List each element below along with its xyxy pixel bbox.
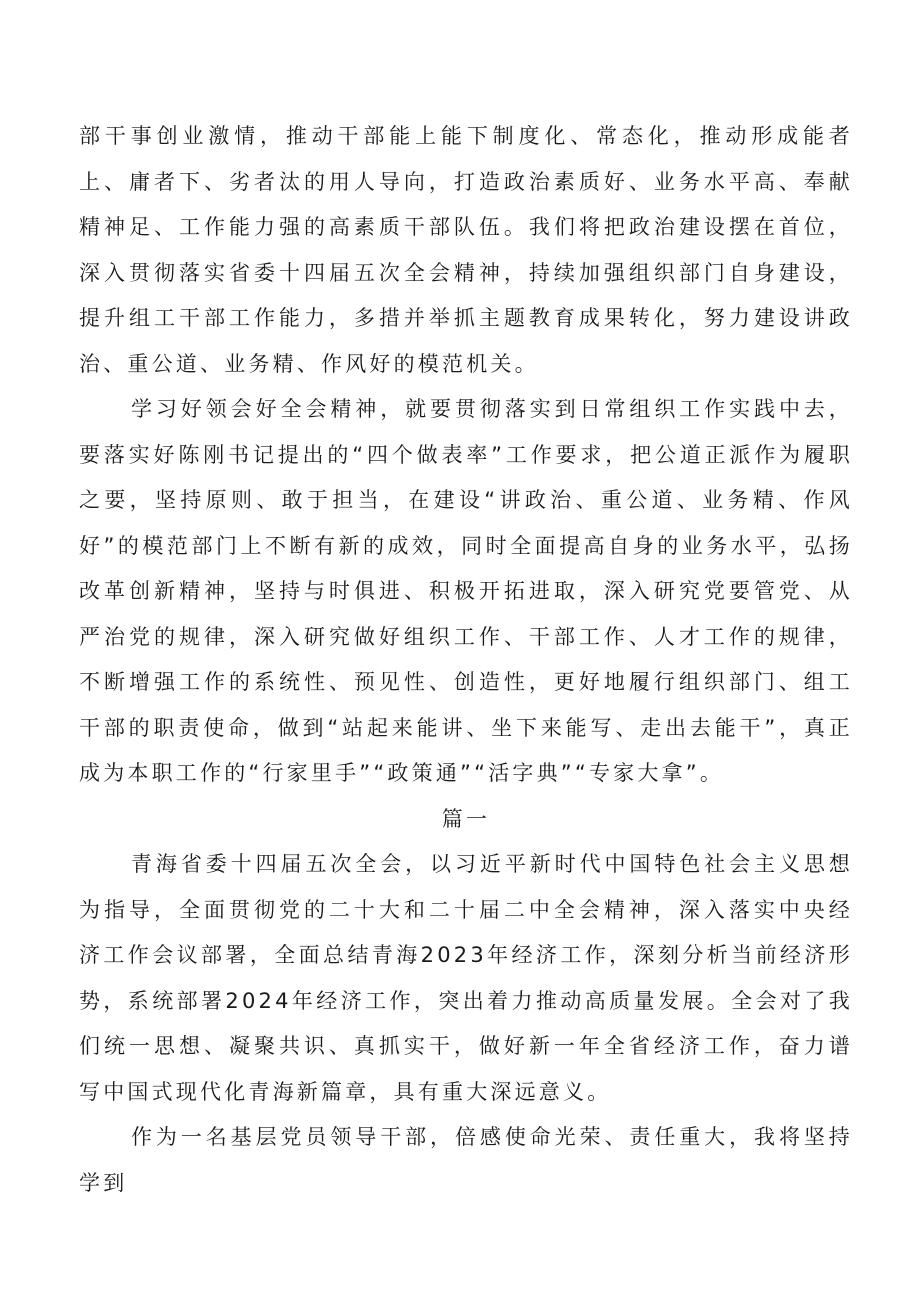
document-page: [79, 114, 853, 1206]
paragraph-study-spirit: 学习好领会好全会精神，就要贯彻落实到日常组织工作实践中去，要落实好陈刚书记提出的“四个做表率”工作要求，把公道正派作为履职之要，坚持原则、敢于担当，在建设“讲政治、重公道、业务精、作风好”的模范部门上不断有新的成效，同时全面提高自身的业务水平，弘扬改革创新精神，坚持与时俱进、积极开拓进取，深入研究党要管党、从严治党的规律，深入研究做好组织工作、干部工作、人才工作的规律，不断增强工作的系统性、预见性、创造性，更好地履行组织部门、组工干部的职责使命，做到“站起来能讲、坐下来能写、走出去能干”，真正成为本职工作的“行家里手”“政策通”“活字典”“专家大拿”。: [79, 397, 853, 785]
section-heading: 篇一: [441, 806, 491, 831]
paragraph-cadre-commitment: 作为一名基层党员领导干部，倍感使命光荣、责任重大，我将坚持学到: [79, 1125, 853, 1195]
paragraph-plenary-session: 青海省委十四届五次全会，以习近平新时代中国特色社会主义思想为指导，全面贯彻党的二十大和二十届二中全会精神，深入落实中央经济工作会议部署，全面总结青海2023年经济工作，深刻分析当前经济形势，系统部署2024年经济工作，突出着力推动高质量发展。全会对了我们统一思想、凝聚共识、真抓实干，做好新一年全省经济工作，奋力谱写中国式现代化青海新篇章，具有重大深远意义。: [79, 852, 853, 1104]
paragraph-continued: 部干事创业激情，推动干部能上能下制度化、常态化，推动形成能者上、庸者下、劣者汰的用人导向，打造政治素质好、业务水平高、奉献精神足、工作能力强的高素质干部队伍。我们将把政治建设摆在首位，深入贯彻落实省委十四届五次全会精神，持续加强组织部门自身建设，提升组工干部工作能力，多措并举抓主题教育成果转化，努力建设讲政治、重公道、业务精、作风好的模范机关。: [79, 124, 853, 376]
